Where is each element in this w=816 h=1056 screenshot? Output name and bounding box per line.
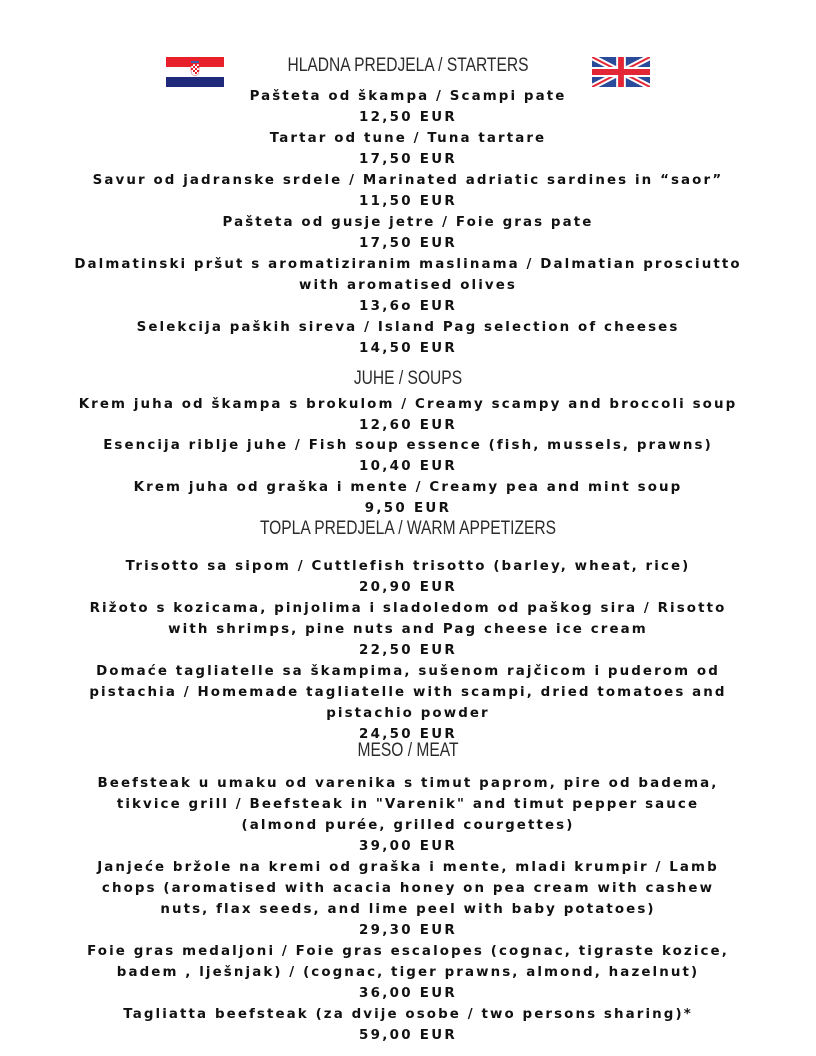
menu-item-price: 24,50 EUR (358, 727, 458, 742)
section-heading-starters: HLADNA PREDJELA / STARTERS (287, 55, 529, 76)
menu-item-price: 20,90 EUR (358, 580, 458, 595)
menu-item-price: 9,50 EUR (364, 501, 452, 516)
menu-item-name: with aromatised olives (298, 278, 518, 293)
menu-item-name: Dalmatinski pršut s aromatiziranim maslinama / Dalmatian prosciutto (74, 257, 742, 272)
menu-item-name: tikvice grill / Beefsteak in "Varenik" and timut pepper sauce (116, 797, 700, 812)
menu-item-price: 17,50 EUR (358, 152, 458, 167)
menu-item-price: 59,00 EUR (358, 1028, 458, 1043)
menu-item-price: 17,50 EUR (358, 236, 458, 251)
menu-item-price: 39,00 EUR (358, 839, 458, 854)
menu-item-name: Janjeće bržole na kremi od graška i mente, mladi krumpir / Lamb (97, 860, 719, 875)
menu-item-name: Pašteta od škampa / Scampi pate (249, 89, 567, 104)
menu-item-price: 29,30 EUR (358, 923, 458, 938)
menu-item-name: chops (aromatised with acacia honey on pea cream with cashew (101, 881, 715, 896)
menu-item-name: nuts, flax seeds, and lime peel with baby potatoes) (160, 902, 656, 917)
menu-item-price: 12,60 EUR (358, 418, 458, 433)
section-heading-soups: JUHE / SOUPS (353, 368, 463, 389)
menu-item-price: 14,50 EUR (358, 341, 458, 356)
section-heading-warm-appetizers: TOPLA PREDJELA / WARM APPETIZERS (259, 518, 557, 539)
menu-item-name: Pašteta od gusje jetre / Foie gras pate (222, 215, 594, 230)
menu-item-name: badem , lješnjak) / (cognac, tiger prawns, almond, hazelnut) (116, 965, 700, 980)
section-heading-meat: MESO / MEAT (357, 740, 459, 761)
menu-item-name: Foie gras medaljoni / Foie gras escalopes (cognac, tigraste kozice, (87, 944, 729, 959)
menu-item-price: 12,50 EUR (358, 110, 458, 125)
menu-item-price: 10,40 EUR (358, 459, 458, 474)
menu-item-name: Krem juha od graška i mente / Creamy pea and mint soup (133, 480, 683, 495)
menu-item-name: pistachia / Homemade tagliatelle with scampi, dried tomatoes and (89, 685, 727, 700)
menu-item-name: pistachio powder (326, 706, 490, 721)
menu-item-name: Rižoto s kozicama, pinjolima i sladoledom od paškog sira / Risotto (89, 601, 727, 616)
menu-item-name: Tartar od tune / Tuna tartare (269, 131, 547, 146)
menu-item-name: Trisotto sa sipom / Cuttlefish trisotto (barley, wheat, rice) (125, 559, 691, 574)
menu-item-name: Esencija riblje juhe / Fish soup essence (fish, mussels, prawns) (103, 438, 713, 453)
menu-item-price: 22,50 EUR (358, 643, 458, 658)
menu-item-price: 13,6o EUR (359, 299, 457, 314)
menu-item-name: Domaće tagliatelle sa škampima, sušenom rajčicom i puderom od (96, 664, 720, 679)
menu-item-name: Beefsteak u umaku od varenika s timut paprom, pire od badema, (97, 776, 719, 791)
menu-item-price: 36,00 EUR (358, 986, 458, 1001)
menu-item-name: Selekcija paških sireva / Island Pag selection of cheeses (136, 320, 680, 335)
menu-item-name: (almond purée, grilled courgettes) (241, 818, 575, 833)
menu-item-name: with shrimps, pine nuts and Pag cheese ice cream (168, 622, 648, 637)
menu-item-price: 11,50 EUR (358, 194, 458, 209)
menu-item-name: Tagliatta beefsteak (za dvije osobe / two persons sharing)* (123, 1007, 693, 1022)
menu-item-name: Krem juha od škampa s brokulom / Creamy scampy and broccoli soup (78, 397, 738, 412)
menu-item-name: Savur od jadranske srdele / Marinated adriatic sardines in “saor” (92, 173, 724, 188)
